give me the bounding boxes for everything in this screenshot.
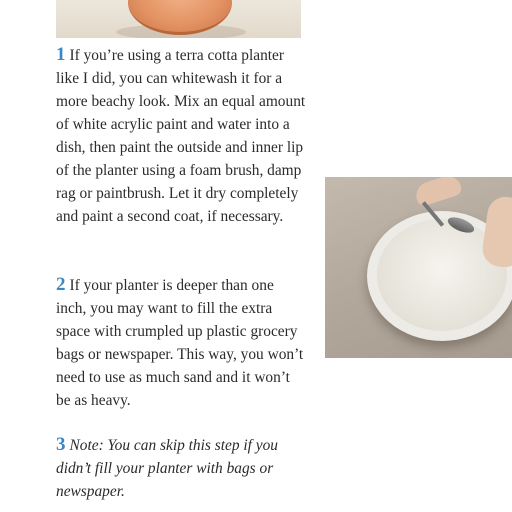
step-2-number: 2 (56, 274, 66, 295)
photo-hand-left (413, 177, 464, 208)
step-3-note: Note: You can skip this step if you didn’t fill your planter with bags or newspaper. (56, 437, 278, 500)
step-1-text: If you’re using a terra cotta planter like I did, you can whitewash it for a more beachy look. Mix an equal amount of white acrylic paint and water into a dish, then paint the outside and inner lip of the planter using a foam brush, damp rag or paintbrush. Let it dry completely and paint a second coat, if necessary. (56, 47, 306, 225)
photo-hand-right (480, 195, 512, 270)
step-1-number: 1 (56, 44, 66, 65)
photo-painted-planter (56, 0, 301, 38)
step-1 (56, 43, 306, 228)
step-2 (56, 273, 306, 412)
step-3-number: 3 (56, 434, 66, 455)
step-2-text: If your planter is deeper than one inch, you may want to fill the extra space with crumpled up plastic grocery bags or newspaper. This way, you won’t need to use as much sand and it won’t be as heavy. (56, 277, 304, 409)
step-3 (56, 433, 306, 503)
photo-sand-planter-with-spoon (325, 177, 512, 358)
